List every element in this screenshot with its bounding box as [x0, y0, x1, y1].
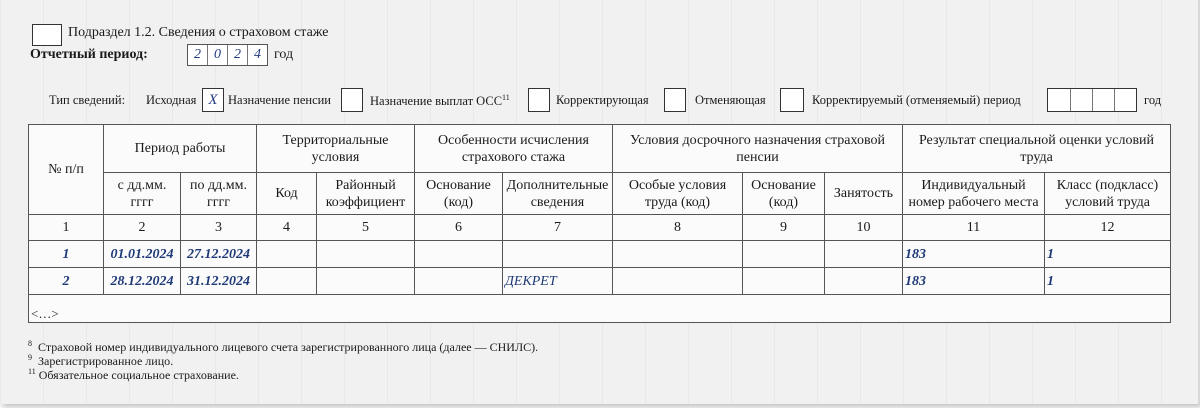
- header-num: № п/п: [29, 125, 104, 215]
- corrected-year-suffix: год: [1144, 93, 1162, 107]
- column-number-row: [29, 215, 1171, 241]
- option-checkbox-corrective[interactable]: [664, 88, 686, 112]
- row-calc-basis[interactable]: [415, 241, 503, 268]
- row-period-to[interactable]: 27.12.2024: [181, 241, 257, 268]
- year-digit: 2: [188, 45, 208, 65]
- row-terr-code[interactable]: [257, 268, 317, 295]
- header-calc-extra: Дополнительные сведения: [503, 173, 613, 215]
- header-period-from: с дд.мм. гггг: [104, 173, 181, 215]
- column-number: 7: [503, 215, 613, 241]
- header-territorial: Территориальные условия: [257, 125, 415, 173]
- header-period: Период работы: [104, 125, 257, 173]
- option-label-oss: Назначение выплат ОСС$^{11}$: [370, 93, 510, 109]
- row-sout-class[interactable]: 1: [1045, 268, 1171, 295]
- row-calc-basis[interactable]: [415, 268, 503, 295]
- header-early-employment: Занятость: [825, 173, 903, 215]
- footnote: $^8$ Страховой номер индивидуального лицевого счета зарегистрированного лица (далее — СНИЛС).: [28, 339, 539, 354]
- table-row: [29, 241, 1171, 268]
- option-label-pension: Назначение пенсии: [228, 93, 331, 107]
- header-period-to: по дд.мм. гггг: [181, 173, 257, 215]
- year-digit: 4: [254, 47, 261, 62]
- corrected-period-label: Корректируемый (отменяемый) период: [812, 93, 1021, 107]
- header-calc: Особенности исчисления страхового стажа: [415, 125, 613, 173]
- header-terr-code: Код: [257, 173, 317, 215]
- section-title: Подраздел 1.2. Сведения о страховом стаже: [68, 25, 329, 40]
- row-num[interactable]: 1: [29, 241, 104, 268]
- column-number: 5: [317, 215, 415, 241]
- column-number: 3: [181, 215, 257, 241]
- row-early-employment[interactable]: [825, 241, 903, 268]
- row-terr-code[interactable]: [257, 241, 317, 268]
- footnote: $^9$ Зарегистрированное лицо.: [28, 353, 174, 368]
- column-number: 6: [415, 215, 503, 241]
- header-sout-workplace: Индивидуальный номер рабочего места: [903, 173, 1045, 215]
- column-number: 10: [825, 215, 903, 241]
- row-early-special[interactable]: [613, 268, 743, 295]
- footnote: $^{11}$ Обязательное социальное страхование.: [28, 367, 239, 382]
- row-period-from[interactable]: 28.12.2024: [104, 268, 181, 295]
- year-digit: 0: [208, 45, 228, 65]
- year-digit: 2: [228, 45, 248, 65]
- year-field[interactable]: [187, 44, 268, 66]
- row-period-to[interactable]: 31.12.2024: [181, 268, 257, 295]
- option-label-cancel: Отменяющая: [695, 93, 766, 107]
- header-sout: Результат специальной оценки условий труда: [903, 125, 1171, 173]
- corrected-year-field[interactable]: [1047, 88, 1137, 112]
- row-sout-class[interactable]: 1: [1045, 241, 1171, 268]
- option-checkbox-pension[interactable]: [341, 88, 363, 112]
- row-terr-coef[interactable]: [317, 241, 415, 268]
- table-row: [29, 268, 1171, 295]
- option-label-corrective: Корректирующая: [556, 93, 649, 107]
- section-checkbox[interactable]: [32, 24, 62, 46]
- header-early-special: Особые условия труда (код): [613, 173, 743, 215]
- row-early-employment[interactable]: [825, 268, 903, 295]
- row-early-basis[interactable]: [743, 268, 825, 295]
- header-early-basis: Основание (код): [743, 173, 825, 215]
- row-terr-coef[interactable]: [317, 268, 415, 295]
- row-sout-workplace[interactable]: 183: [903, 268, 1045, 295]
- header-early: Условия досрочного назначения страховой пенсии: [613, 125, 903, 173]
- column-number: 1: [29, 215, 104, 241]
- column-number: 4: [257, 215, 317, 241]
- row-sout-workplace[interactable]: 183: [903, 241, 1045, 268]
- period-label: Отчетный период:: [30, 47, 148, 62]
- header-terr-coef: Районный коэффициент: [317, 173, 415, 215]
- header-sout-class: Класс (подкласс) условий труда: [1045, 173, 1171, 215]
- option-label-initial: Исходная: [146, 93, 197, 107]
- row-calc-extra[interactable]: [503, 241, 613, 268]
- row-num[interactable]: 2: [29, 268, 104, 295]
- info-type-label: Тип сведений:: [49, 93, 126, 107]
- option-checkbox-initial[interactable]: X: [202, 88, 224, 112]
- row-period-from[interactable]: 01.01.2024: [104, 241, 181, 268]
- option-checkbox-cancel[interactable]: [780, 88, 804, 112]
- column-number: 9: [743, 215, 825, 241]
- row-early-basis[interactable]: [743, 241, 825, 268]
- column-number: 2: [104, 215, 181, 241]
- year-suffix: год: [274, 47, 294, 62]
- option-checkbox-oss[interactable]: [528, 88, 550, 112]
- column-number: 12: [1045, 215, 1171, 241]
- table-ellipsis: <…>: [29, 295, 1171, 323]
- column-number: 8: [613, 215, 743, 241]
- header-calc-basis: Основание (код): [415, 173, 503, 215]
- column-number: 11: [903, 215, 1045, 241]
- row-early-special[interactable]: [613, 241, 743, 268]
- row-calc-extra[interactable]: ДЕКРЕТ: [503, 268, 613, 295]
- insurance-experience-table: [28, 124, 1171, 323]
